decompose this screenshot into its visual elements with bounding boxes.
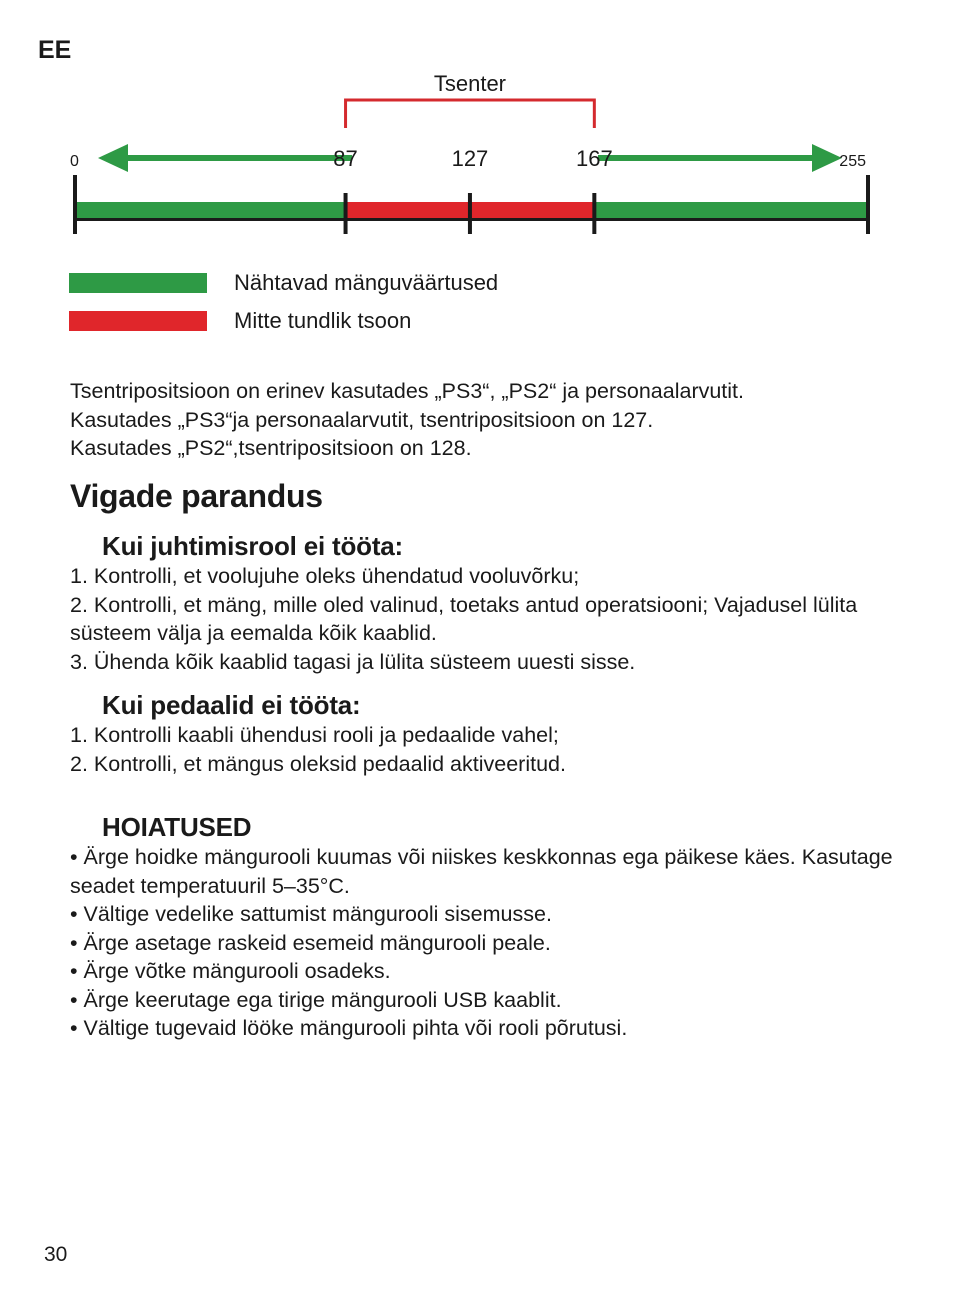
intro-line: Kasutades „PS3“ja personaalarvutit, tsentripositsioon on 127.: [70, 407, 654, 432]
wheel-troubleshooting-list: [70, 562, 900, 676]
legend-label-visible-values: Nähtavad mänguväärtused: [234, 270, 499, 295]
language-code: EE: [38, 36, 72, 64]
intro-paragraph: [70, 377, 744, 463]
section-heading-warnings: HOIATUSED: [102, 812, 252, 842]
scale-label: 87: [333, 146, 358, 171]
list-item: • Ärge hoidke mängurooli kuumas või niiskes keskkonnas ega päikese käes. Kasutage seadet temperatuuril 5–35°C.: [70, 845, 893, 898]
center-bracket-line: [346, 100, 595, 128]
legend-swatch-green: [69, 273, 207, 293]
scale-label: 0: [70, 153, 79, 170]
intro-line: Kasutades „PS2“,tsentripositsioon on 128.: [70, 436, 472, 460]
list-item: • Vältige vedelike sattumist mängurooli sisemusse.: [70, 902, 552, 926]
pedals-troubleshooting-list: [70, 721, 900, 778]
section-heading-pedals: Kui pedaalid ei tööta:: [102, 690, 361, 720]
list-item: • Ärge asetage raskeid esemeid mängurooli peale.: [70, 930, 551, 955]
center-bracket: [346, 71, 595, 128]
list-item: • Ärge võtke mängurooli osadeks.: [70, 959, 391, 983]
warnings-list: [70, 843, 900, 1043]
list-item: 3. Ühenda kõik kaablid tagasi ja lülita süsteem uuesti sisse.: [70, 649, 636, 674]
page-title: Vigade parandus: [70, 478, 323, 514]
center-bracket-label: Tsenter: [433, 71, 507, 96]
intro-line: Tsentripositsioon on erinev kasutades „PS3“, „PS2“ ja personaalarvutit.: [70, 379, 745, 403]
left-arrow-icon: [98, 144, 352, 172]
list-item: 1. Kontrolli, et voolujuhe oleks ühendatud vooluvõrku;: [70, 564, 580, 588]
bar-segment-active-right: [594, 202, 868, 218]
page-number: 30: [44, 1243, 68, 1266]
legend-label-dead-zone: Mitte tundlik tsoon: [234, 308, 412, 333]
list-item: 2. Kontrolli, et mängus oleksid pedaalid aktiveeritud.: [70, 751, 566, 776]
right-arrow-icon: [598, 144, 842, 172]
legend-item-visible-values: [69, 270, 499, 295]
scale-label: 127: [451, 146, 489, 171]
list-item: 1. Kontrolli kaabli ühendusi rooli ja pedaalide vahel;: [70, 723, 559, 747]
list-item: • Ärge keerutage ega tirige mängurooli USB kaablit.: [70, 987, 562, 1012]
scale-label: 255: [839, 153, 866, 170]
center-range-diagram: [0, 60, 954, 250]
section-heading-wheel: Kui juhtimisrool ei tööta:: [102, 531, 404, 561]
legend-swatch-red: [69, 311, 207, 331]
bar-segment-active-left: [75, 202, 346, 218]
list-item: 2. Kontrolli, et mäng, mille oled valinud, toetaks antud operatsiooni; Vajadusel lülita süsteem välja ja eemalda kõik kaablid.: [70, 592, 858, 645]
list-item: • Vältige tugevaid lööke mängurooli pihta või rooli põrutusi.: [70, 1016, 628, 1040]
scale-label: 167: [575, 146, 613, 171]
legend-item-dead-zone: [69, 308, 412, 333]
